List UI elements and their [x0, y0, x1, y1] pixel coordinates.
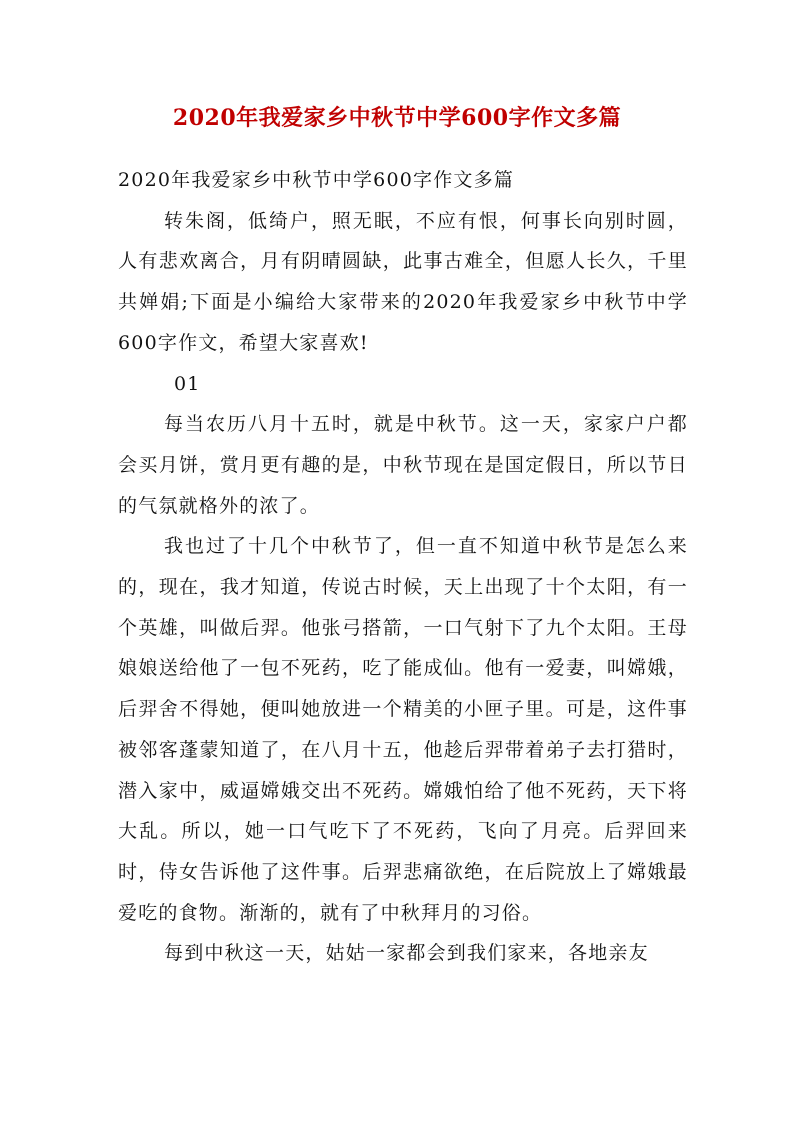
- section-number: 01: [174, 372, 201, 395]
- document-subtitle: 2020年我爱家乡中秋节中学600字作文多篇: [118, 169, 515, 191]
- body-paragraph-1: 每当农历八月十五时，就是中秋节。这一天，家家户户都会买月饼，赏月更有趣的是，中秋节现在是国定假日，所以节日的气氛就格外的浓了。: [118, 413, 688, 517]
- document-body: [118, 160, 688, 974]
- document-title: 2020年我爱家乡中秋节中学600字作文多篇: [172, 105, 622, 131]
- body-paragraph-3: 每到中秋这一天，姑姑一家都会到我们家来，各地亲友: [164, 942, 649, 965]
- intro-paragraph: 转朱阁，低绮户，照无眠，不应有恨，何事长向别时圆，人有悲欢离合，月有阴晴圆缺，此事古难全，但愿人长久，千里共婵娟;下面是小编给大家带来的2020年我爱家乡中秋节中学600字作文，希望大家喜欢!: [118, 209, 688, 354]
- body-paragraph-2: 我也过了十几个中秋节了，但一直不知道中秋节是怎么来的，现在，我才知道，传说古时候，天上出现了十个太阳，有一个英雄，叫做后羿。他张弓搭箭，一口气射下了九个太阳。王母娘娘送给他了一包不死药，吃了能成仙。他有一爱妻，叫嫦娥，后羿舍不得她，便叫她放进一个精美的小匣子里。可是，这件事被邻客蓬蒙知道了，在八月十五，他趁后羿带着弟子去打猎时，潜入家中，威逼嫦娥交出不死药。嫦娥怕给了他不死药，天下将大乱。所以，她一口气吃下了不死药，飞向了月亮。后羿回来时，侍女告诉他了这件事。后羿悲痛欲绝，在后院放上了嫦娥最爱吃的食物。渐渐的，就有了中秋拜月的习俗。: [118, 535, 688, 924]
